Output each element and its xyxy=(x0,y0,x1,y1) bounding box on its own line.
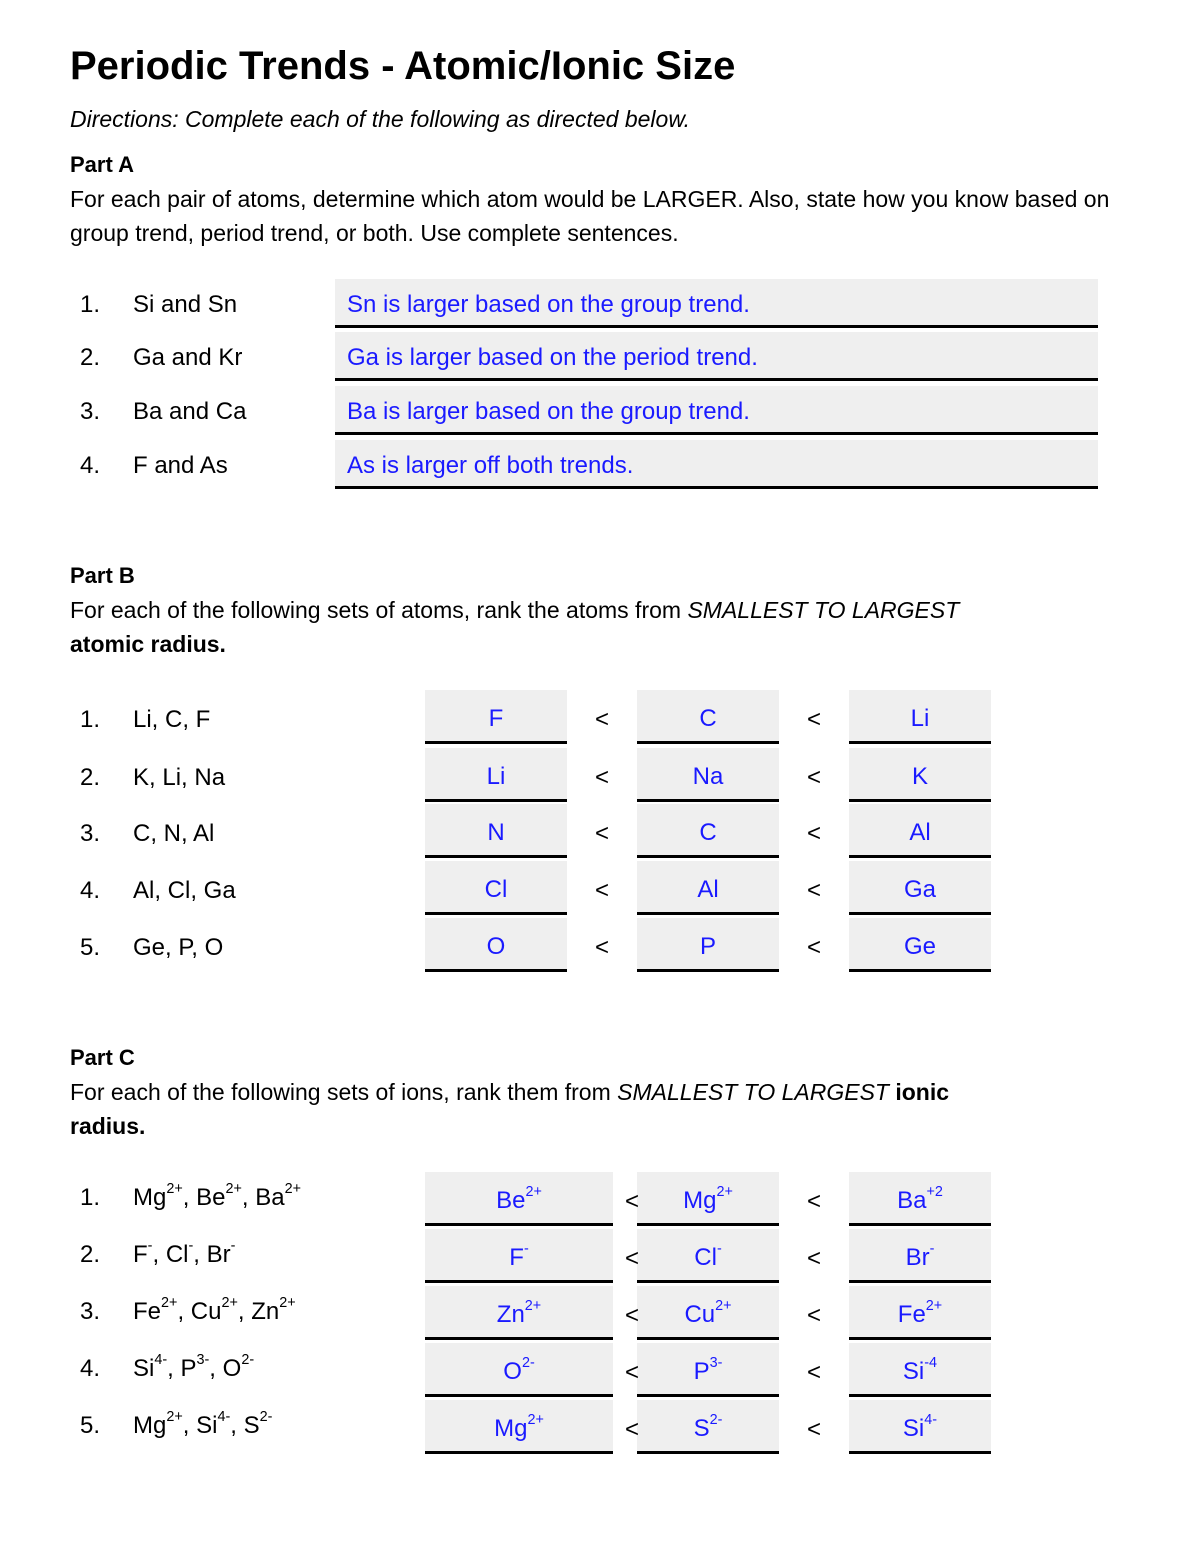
ion-answer-symbol: P xyxy=(693,1358,710,1385)
ion-charge: - xyxy=(147,1238,153,1255)
less-than-sign: < xyxy=(624,1188,639,1215)
ion-answer xyxy=(494,1412,544,1442)
part-c-instr-emphasis: SMALLEST TO LARGEST xyxy=(617,1079,889,1105)
part-c-instr-bold: ionic xyxy=(888,1079,950,1105)
less-than-sign: < xyxy=(624,1302,639,1329)
ion-answer-charge: - xyxy=(523,1241,529,1258)
ion-charge: 2+ xyxy=(279,1295,296,1312)
ion-answer-symbol: Cu xyxy=(684,1301,716,1328)
ion-answer-charge: 2- xyxy=(521,1355,535,1372)
ion-answer-charge: 2+ xyxy=(524,1298,542,1315)
ion-charge: 2+ xyxy=(161,1295,178,1312)
ion-answer-charge: 2+ xyxy=(925,1298,943,1315)
ion-symbol: O xyxy=(222,1355,242,1382)
less-than-sign: < xyxy=(624,1245,639,1272)
ion xyxy=(206,1238,236,1268)
rank-answer-field[interactable] xyxy=(849,1400,991,1454)
ion-answer xyxy=(897,1184,943,1214)
question-text: Ge, P, O xyxy=(133,934,224,961)
ion-symbol: Si xyxy=(196,1412,218,1439)
less-than-sign: < xyxy=(594,706,609,733)
rank-answer-field[interactable]: Cl xyxy=(425,861,567,915)
rank-answer-field[interactable]: C xyxy=(637,804,779,858)
ion xyxy=(180,1352,210,1382)
question-text: $Mg^{2+}$, $Si^{4-}$, $S^{2-}$ xyxy=(133,1409,273,1439)
ion-answer-symbol: Ba xyxy=(897,1187,927,1214)
ion-charge: 4- xyxy=(154,1352,168,1369)
ion-symbol: F xyxy=(133,1241,148,1268)
ion-symbol: Cl xyxy=(165,1241,189,1268)
ion xyxy=(133,1295,178,1325)
rank-answer-field[interactable] xyxy=(849,1286,991,1340)
rank-answer-field[interactable] xyxy=(849,1229,991,1283)
rank-answer-field[interactable]: P xyxy=(637,918,779,972)
less-than-sign: < xyxy=(806,934,821,961)
ion-answer xyxy=(897,1298,943,1328)
part-b-instr-bold: atomic radius. xyxy=(70,631,226,657)
rank-answer-field[interactable]: Ga xyxy=(849,861,991,915)
rank-answer-field[interactable] xyxy=(425,1229,613,1283)
less-than-sign: < xyxy=(806,1416,821,1443)
ion-symbol: Mg xyxy=(133,1184,167,1211)
ion-answer-charge: -4 xyxy=(924,1355,938,1372)
rank-answer-field[interactable] xyxy=(425,1286,613,1340)
less-than-sign: < xyxy=(806,1245,821,1272)
question-number: 5. xyxy=(80,1412,101,1439)
rank-answer-field[interactable]: Al xyxy=(637,861,779,915)
ion-charge: 2+ xyxy=(166,1409,183,1426)
ion-answer xyxy=(902,1355,938,1385)
less-than-sign: < xyxy=(624,1416,639,1443)
question-number: 2. xyxy=(80,1241,101,1268)
question-number: 4. xyxy=(80,452,101,479)
ion-answer-symbol: Si xyxy=(902,1358,925,1385)
ion xyxy=(133,1238,153,1268)
ion-answer-charge: 2+ xyxy=(527,1412,544,1429)
rank-answer-field[interactable]: Li xyxy=(849,690,991,744)
ion-answer-symbol: Fe xyxy=(897,1301,926,1328)
less-than-sign: < xyxy=(594,764,609,791)
part-b-instr-emphasis: SMALLEST TO LARGEST xyxy=(687,597,960,623)
ion-symbol: Si xyxy=(133,1355,155,1382)
ion xyxy=(243,1409,273,1439)
ion-answer-charge: 2+ xyxy=(525,1184,542,1201)
question-text: F and As xyxy=(133,452,228,479)
ion-answer xyxy=(683,1184,733,1214)
rank-answer-field[interactable] xyxy=(637,1400,779,1454)
rank-answer-field[interactable] xyxy=(425,1343,613,1397)
ion-answer-charge: 4- xyxy=(924,1412,938,1429)
ion-answer-charge: - xyxy=(716,1241,722,1258)
ion-symbol: Br xyxy=(206,1241,231,1268)
ion-answer-symbol: Be xyxy=(496,1187,526,1214)
ion-charge: 2+ xyxy=(225,1181,242,1198)
question-number: 2. xyxy=(80,344,101,371)
question-text: F-, Cl-, Br- xyxy=(133,1238,236,1268)
part-a-instructions: For each pair of atoms, determine which atom would be LARGER. Also, state how you know based on group trend, period trend, or both. Use complete sentences. xyxy=(70,186,1110,246)
rank-answer-field[interactable]: F xyxy=(425,690,567,744)
ion-answer xyxy=(693,1412,723,1442)
ion-symbol: Zn xyxy=(251,1298,280,1325)
ion xyxy=(133,1352,168,1382)
ion-charge: - xyxy=(188,1238,194,1255)
part-c-instructions xyxy=(70,1075,1150,1143)
ion-charge: 2+ xyxy=(221,1295,238,1312)
rank-answer-field[interactable] xyxy=(425,1172,613,1226)
question-number: 1. xyxy=(80,291,101,318)
ion-answer-charge: 3- xyxy=(709,1355,723,1372)
part-c-instr-bold-2: radius. xyxy=(70,1113,146,1139)
rank-answer-field[interactable] xyxy=(849,1172,991,1226)
less-than-sign: < xyxy=(806,1359,821,1386)
ion-charge: 3- xyxy=(196,1352,210,1369)
less-than-sign: < xyxy=(806,706,821,733)
rank-answer-field[interactable]: Al xyxy=(849,804,991,858)
less-than-sign: < xyxy=(806,877,821,904)
less-than-sign: < xyxy=(806,1302,821,1329)
question-number: 1. xyxy=(80,1184,101,1211)
ion-symbol: Be xyxy=(196,1184,226,1211)
rank-answer-field[interactable]: N xyxy=(425,804,567,858)
ion xyxy=(133,1181,183,1211)
ion xyxy=(196,1181,242,1211)
rank-answer-field[interactable] xyxy=(637,1229,779,1283)
ion-answer-charge: +2 xyxy=(926,1184,943,1201)
question-text: $Fe^{2+}$, $Cu^{2+}$, $Zn^{2+}$ xyxy=(133,1295,296,1325)
ion-answer xyxy=(693,1355,723,1385)
question-text: C, N, Al xyxy=(133,820,215,847)
rank-answer-field[interactable] xyxy=(637,1286,779,1340)
answer-field[interactable]: Ba is larger based on the group trend. xyxy=(335,386,1098,435)
rank-answer-field[interactable]: C xyxy=(637,690,779,744)
ion-charge: 4- xyxy=(217,1409,231,1426)
answer-field[interactable]: As is larger off both trends. xyxy=(335,440,1098,489)
rank-answer-field[interactable] xyxy=(425,1400,613,1454)
ion-answer-charge: 2+ xyxy=(716,1184,733,1201)
less-than-sign: < xyxy=(806,1188,821,1215)
part-b-instructions xyxy=(70,593,1150,661)
ion-answer-symbol: Zn xyxy=(496,1301,525,1328)
ion xyxy=(255,1181,302,1211)
question-number: 5. xyxy=(80,934,101,961)
ion-charge: 2- xyxy=(241,1352,255,1369)
ion-answer-symbol: Cl xyxy=(694,1244,717,1271)
directions: Directions: Complete each of the following as directed below. xyxy=(70,106,691,132)
less-than-sign: < xyxy=(806,764,821,791)
question-number: 1. xyxy=(80,706,101,733)
ion-answer xyxy=(509,1241,529,1271)
rank-answer-field[interactable]: Na xyxy=(637,748,779,802)
question-text: Si and Sn xyxy=(133,291,238,318)
ion-answer xyxy=(496,1298,542,1328)
question-number: 3. xyxy=(80,820,101,847)
question-text: K, Li, Na xyxy=(133,764,226,791)
question-text: $Mg^{2+}$, $Be^{2+}$, $Ba^{2+}$ xyxy=(133,1181,302,1211)
ion-answer xyxy=(684,1298,732,1328)
rank-answer-field[interactable]: K xyxy=(849,748,991,802)
rank-answer-field[interactable]: Ge xyxy=(849,918,991,972)
ion-answer xyxy=(905,1241,935,1271)
ion-answer-symbol: Br xyxy=(905,1244,930,1271)
rank-answer-field[interactable]: O xyxy=(425,918,567,972)
ion xyxy=(222,1352,255,1382)
ion-answer-charge: 2- xyxy=(709,1412,723,1429)
ion-answer xyxy=(902,1412,938,1442)
part-a-heading: Part A xyxy=(70,152,134,177)
ion-answer-symbol: Mg xyxy=(494,1415,528,1442)
ion-answer-symbol: Si xyxy=(902,1415,925,1442)
question-text: $Si^{4-}$, $P^{3-}$, $O^{2-}$ xyxy=(133,1352,255,1382)
less-than-sign: < xyxy=(594,877,609,904)
ion-answer-symbol: O xyxy=(503,1358,522,1385)
ion-answer xyxy=(503,1355,535,1385)
ion-answer-symbol: F xyxy=(509,1244,524,1271)
ion xyxy=(190,1295,238,1325)
ion-answer xyxy=(694,1241,722,1271)
ion-answer xyxy=(496,1184,542,1214)
question-number: 3. xyxy=(80,398,101,425)
ion xyxy=(165,1238,194,1268)
less-than-sign: < xyxy=(594,934,609,961)
part-c-heading: Part C xyxy=(70,1045,135,1070)
ion-answer-charge: 2+ xyxy=(715,1298,732,1315)
question-number: 3. xyxy=(80,1298,101,1325)
question-number: 4. xyxy=(80,1355,101,1382)
rank-answer-field[interactable] xyxy=(637,1172,779,1226)
ion-charge: - xyxy=(230,1238,236,1255)
part-c-instr-text: For each of the following sets of ions, rank them from xyxy=(70,1079,618,1105)
part-b-heading: Part B xyxy=(70,563,135,588)
ion-symbol: S xyxy=(243,1412,260,1439)
question-text: Ga and Kr xyxy=(133,344,243,371)
ion xyxy=(251,1295,296,1325)
ion xyxy=(196,1409,231,1439)
ion-symbol: Cu xyxy=(190,1298,222,1325)
less-than-sign: < xyxy=(806,820,821,847)
ion-charge: 2+ xyxy=(284,1181,302,1198)
answer-field[interactable]: Ga is larger based on the period trend. xyxy=(335,332,1098,381)
rank-answer-field[interactable] xyxy=(637,1343,779,1397)
ion-symbol: P xyxy=(180,1355,197,1382)
ion-symbol: Mg xyxy=(133,1412,167,1439)
question-text: Ba and Ca xyxy=(133,398,247,425)
ion-charge: 2- xyxy=(259,1409,273,1426)
rank-answer-field[interactable] xyxy=(849,1343,991,1397)
ion-answer-symbol: S xyxy=(693,1415,710,1442)
ion-answer-symbol: Mg xyxy=(683,1187,717,1214)
question-number: 2. xyxy=(80,764,101,791)
part-b-instr-text: For each of the following sets of atoms, rank the atoms from xyxy=(70,597,688,623)
rank-answer-field[interactable]: Li xyxy=(425,748,567,802)
less-than-sign: < xyxy=(594,820,609,847)
page-title: Periodic Trends - Atomic/Ionic Size xyxy=(70,44,736,88)
ion-symbol: Ba xyxy=(255,1184,285,1211)
answer-field[interactable]: Sn is larger based on the group trend. xyxy=(335,279,1098,328)
ion xyxy=(133,1409,183,1439)
ion-charge: 2+ xyxy=(166,1181,183,1198)
question-number: 4. xyxy=(80,877,101,904)
ion-answer-charge: - xyxy=(929,1241,935,1258)
less-than-sign: < xyxy=(624,1359,639,1386)
ion-symbol: Fe xyxy=(133,1298,162,1325)
question-text: Al, Cl, Ga xyxy=(133,877,236,904)
question-text: Li, C, F xyxy=(133,706,211,733)
